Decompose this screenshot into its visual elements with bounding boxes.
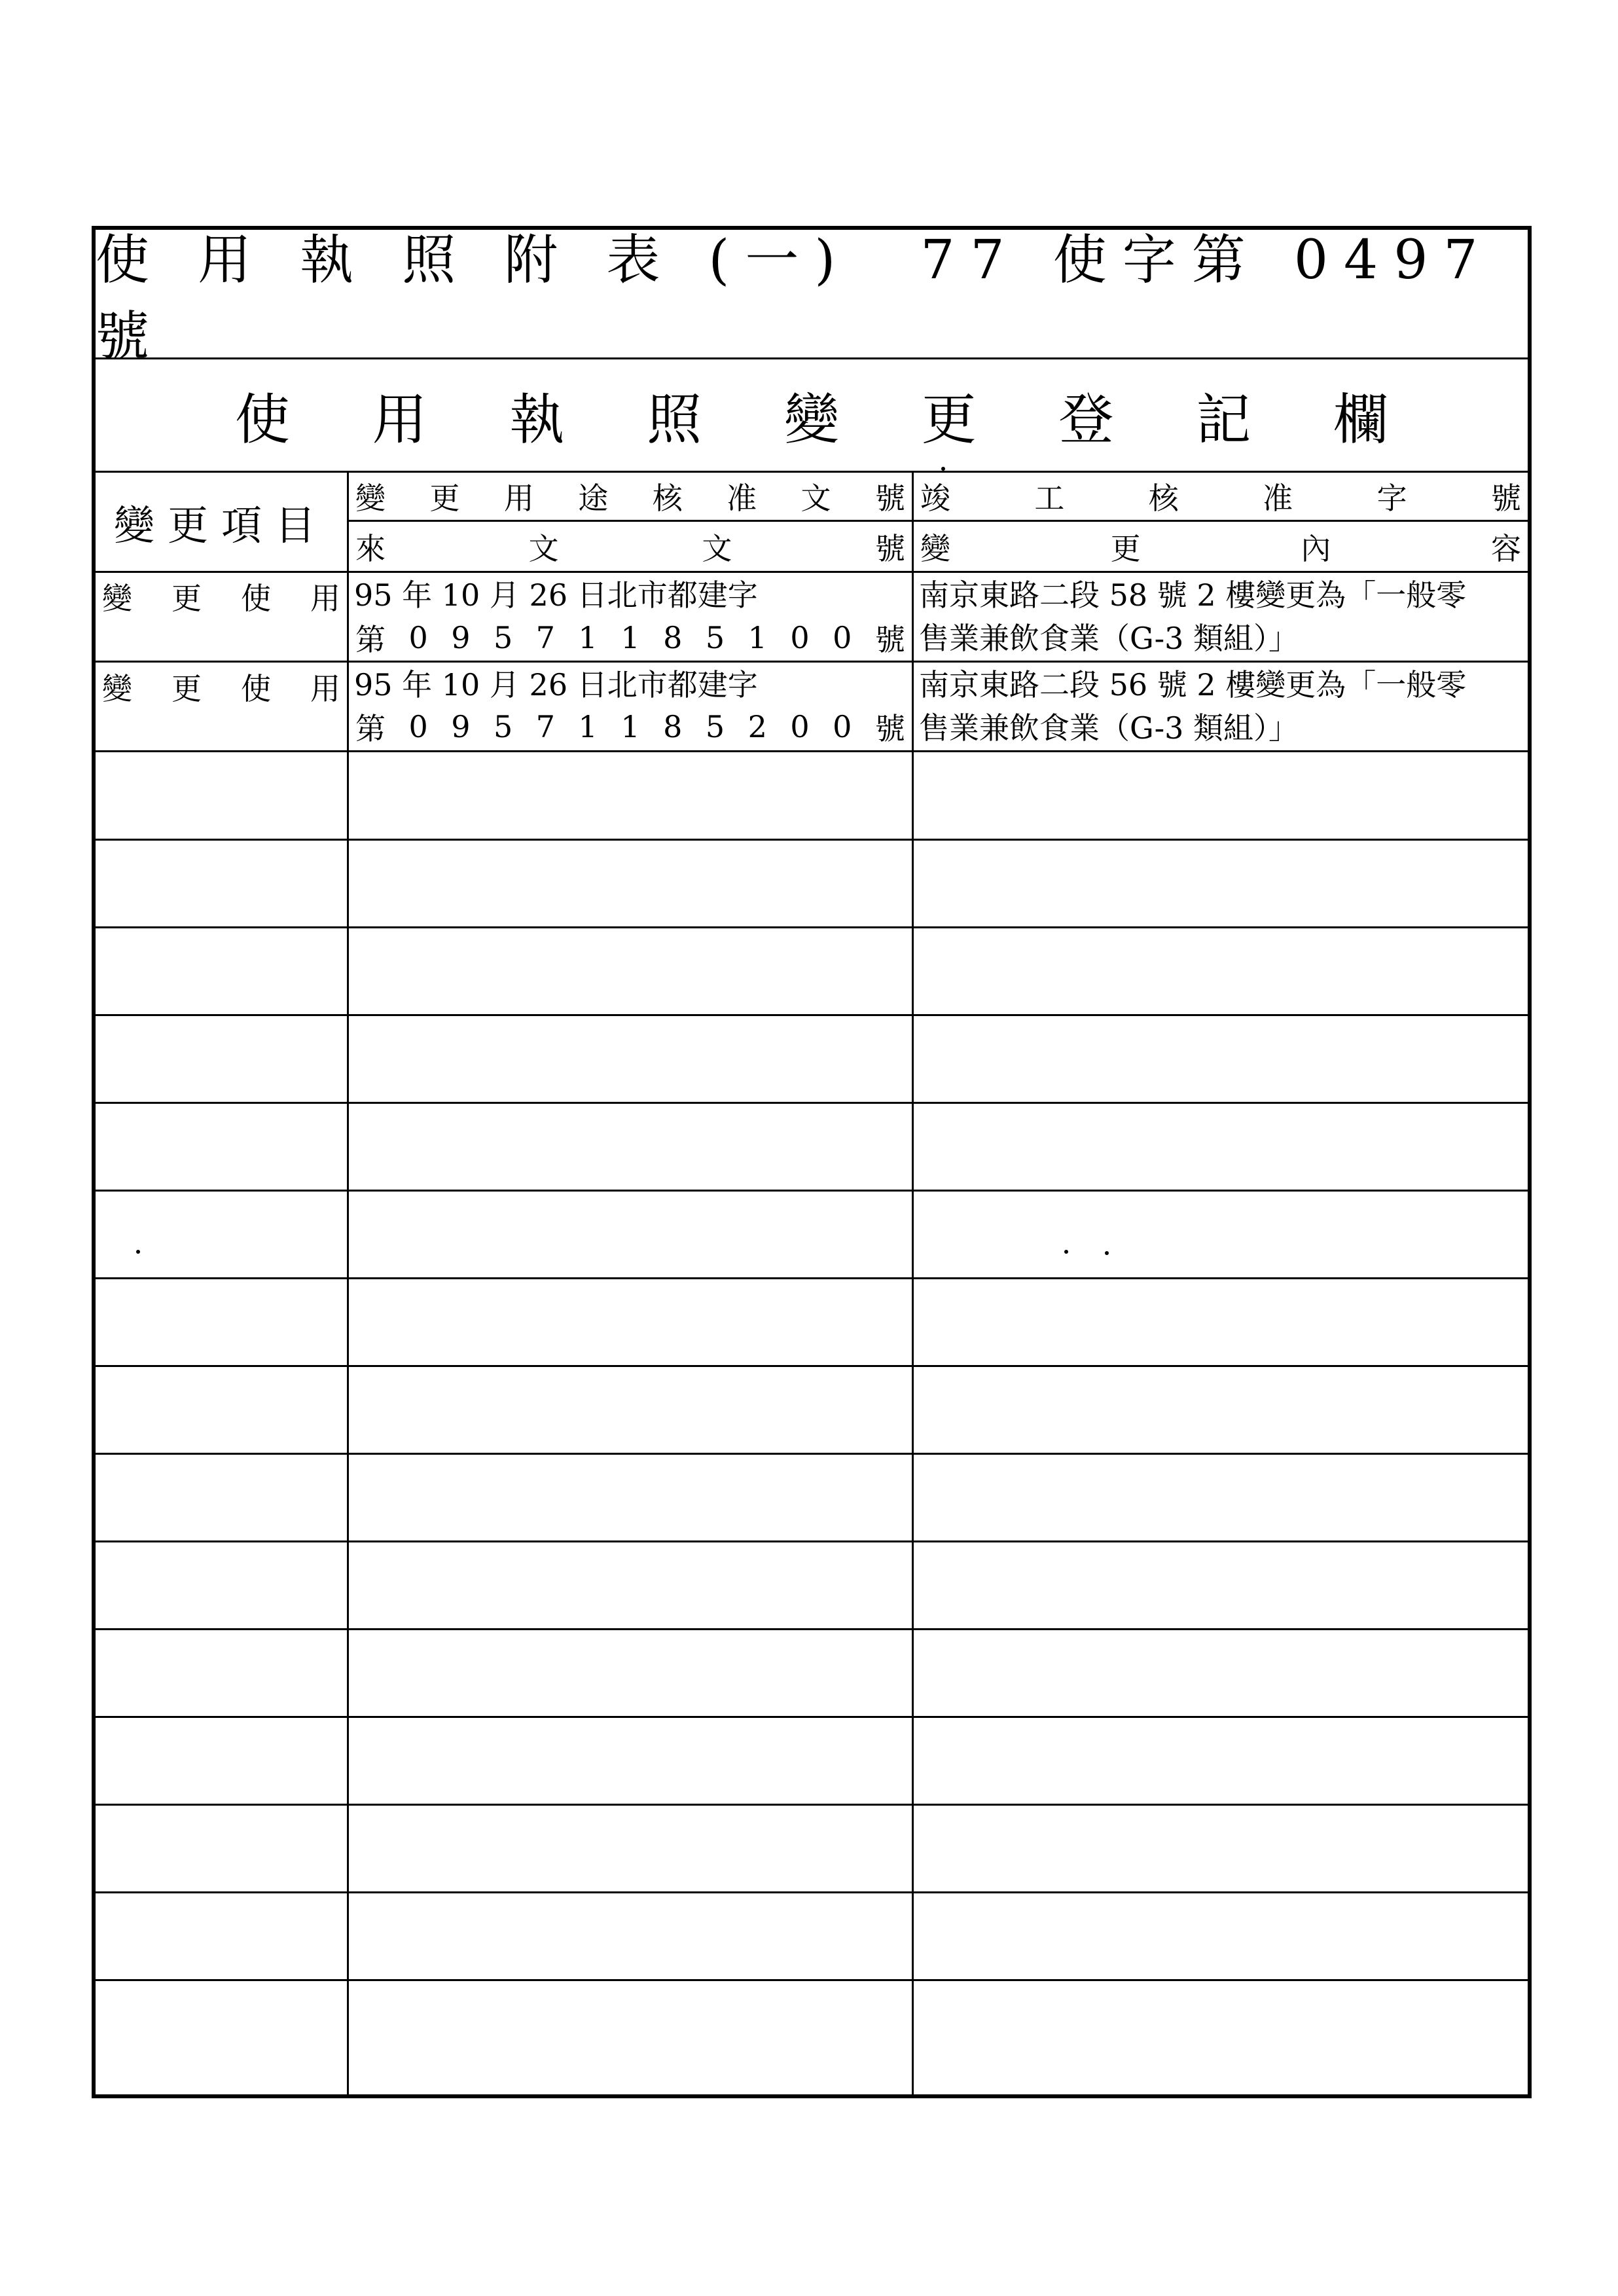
- header-char: 文: [702, 530, 732, 566]
- row-divider: [96, 1804, 1528, 1806]
- scan-speck: [136, 1250, 140, 1254]
- header-char: 內: [1301, 530, 1331, 566]
- header-incoming-doc: [349, 522, 912, 571]
- header-approval-number: [349, 473, 912, 520]
- usage-permit-form: [92, 226, 1532, 2098]
- row-divider: [96, 1716, 1528, 1718]
- header-char: 文: [528, 530, 559, 566]
- row-divider: [96, 1365, 1528, 1367]
- header-item-char: 變: [113, 501, 168, 549]
- doc-char: 0: [408, 709, 428, 744]
- change-content-line1: 南京東路二段 56 號 2 樓變更為「一般零: [919, 667, 1467, 702]
- table-row-item: [96, 577, 347, 616]
- column-divider: [347, 473, 349, 2094]
- subtitle-char: 照: [647, 387, 702, 452]
- header-item-char: 更: [167, 501, 221, 549]
- subtitle-char: 使: [234, 387, 290, 452]
- row-divider: [96, 926, 1528, 928]
- doc-char: 8: [663, 709, 683, 744]
- subtitle-char: 更: [921, 387, 977, 452]
- doc-char: 第: [355, 711, 386, 746]
- header-char: 准: [1263, 481, 1293, 516]
- doc-char: 5: [494, 709, 513, 744]
- item-char: 變: [102, 581, 132, 616]
- row-divider: [96, 1453, 1528, 1455]
- header-completion-number: [914, 473, 1528, 520]
- item-char: 使: [241, 671, 271, 706]
- subtitle-char: 執: [509, 387, 565, 452]
- scan-speck: [1064, 1250, 1068, 1254]
- row-divider: [96, 1540, 1528, 1542]
- header-char: 變: [920, 530, 950, 566]
- header-char: 更: [429, 481, 460, 516]
- item-char: 更: [171, 581, 202, 616]
- item-char: 使: [241, 581, 271, 616]
- subtitle-char: 欄: [1333, 387, 1389, 452]
- doc-number-line1: 95 年 10 月 26 日北市都建字: [354, 577, 758, 613]
- row-divider: [96, 1979, 1528, 1981]
- header-char: 核: [1148, 481, 1179, 516]
- scan-speck: [1105, 1251, 1109, 1255]
- header-char: 用: [503, 481, 534, 516]
- row-divider: [96, 1014, 1528, 1016]
- row-divider: [96, 1628, 1528, 1630]
- scan-speck: [941, 467, 945, 471]
- doc-number-line1: 95 年 10 月 26 日北市都建字: [354, 667, 758, 702]
- header-char: 竣: [920, 481, 950, 516]
- doc-char: 8: [663, 620, 683, 655]
- column-divider: [912, 473, 914, 2094]
- subtitle-char: 記: [1196, 387, 1251, 452]
- header-item-char: 目: [275, 501, 329, 549]
- header-char: 文: [800, 481, 831, 516]
- subtitle-char: 用: [372, 387, 427, 452]
- item-char: 用: [310, 671, 340, 706]
- row-divider: [96, 1891, 1528, 1893]
- header-char: 更: [1110, 530, 1141, 566]
- doc-char: 0: [833, 709, 852, 744]
- header-char: 字: [1376, 481, 1407, 516]
- doc-char: 第: [355, 622, 386, 657]
- divider: [96, 750, 1528, 752]
- item-char: 用: [310, 581, 340, 616]
- doc-char: 7: [535, 709, 556, 744]
- doc-char: 0: [790, 709, 810, 744]
- subtitle-char: 登: [1058, 387, 1114, 452]
- change-content-line2: 售業兼飲食業（G-3 類組）」: [919, 621, 1299, 656]
- doc-char: 5: [705, 709, 725, 744]
- doc-char: 0: [833, 620, 852, 655]
- header-item: [96, 473, 347, 571]
- row-divider: [96, 839, 1528, 841]
- form-subtitle: [96, 359, 1528, 471]
- item-char: 變: [102, 671, 132, 706]
- header-change-content: [914, 522, 1528, 571]
- row-divider: [96, 1102, 1528, 1104]
- header-char: 號: [874, 481, 905, 516]
- doc-char: 1: [620, 620, 640, 655]
- header-item-char: 項: [221, 501, 276, 549]
- doc-char: 1: [620, 709, 640, 744]
- header-char: 工: [1034, 481, 1065, 516]
- doc-char: 1: [578, 709, 598, 744]
- header-char: 來: [355, 530, 386, 566]
- table-row-item: [96, 667, 347, 706]
- header-char: 號: [874, 530, 905, 566]
- item-char: 更: [171, 671, 202, 706]
- header-char: 准: [727, 481, 757, 516]
- doc-char: 5: [494, 620, 513, 655]
- header-char: 容: [1490, 530, 1521, 566]
- doc-char: 號: [874, 711, 905, 746]
- header-char: 號: [1490, 481, 1521, 516]
- doc-char: 5: [705, 620, 725, 655]
- doc-char: 2: [747, 709, 767, 744]
- doc-char: 1: [747, 620, 767, 655]
- change-content-line2: 售業兼飲食業（G-3 類組）」: [919, 710, 1299, 746]
- form-title: 使 用 執 照 附 表 (一) 77 使字第 0497 號: [96, 228, 1494, 368]
- header-char: 變: [355, 481, 386, 516]
- doc-char: 9: [451, 709, 471, 744]
- divider: [349, 520, 1528, 522]
- change-content-line1: 南京東路二段 58 號 2 樓變更為「一般零: [919, 577, 1467, 613]
- doc-number-line2: [349, 617, 912, 658]
- doc-char: 0: [790, 620, 810, 655]
- subtitle-char: 變: [783, 387, 839, 452]
- header-char: 核: [652, 481, 683, 516]
- doc-char: 9: [451, 620, 471, 655]
- doc-char: 號: [874, 622, 905, 657]
- header-char: 途: [578, 481, 609, 516]
- doc-char: 0: [408, 620, 428, 655]
- doc-number-line2: [349, 706, 912, 747]
- row-divider: [96, 1277, 1528, 1279]
- doc-char: 1: [578, 620, 598, 655]
- row-divider: [96, 1190, 1528, 1192]
- doc-char: 7: [535, 620, 556, 655]
